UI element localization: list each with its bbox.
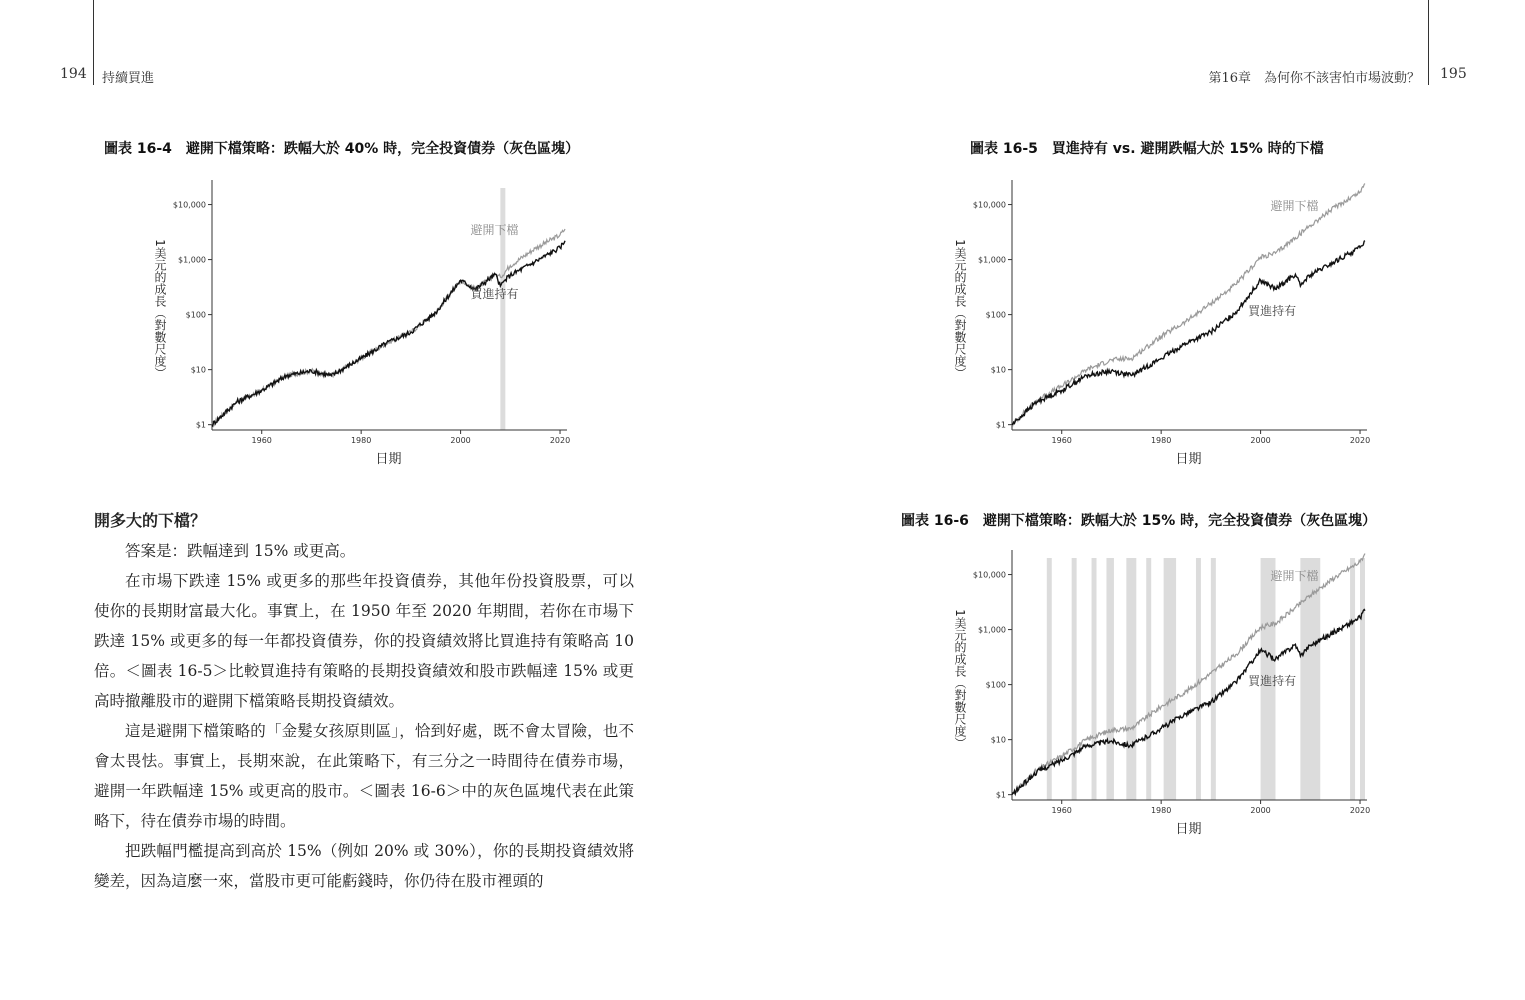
left-margin-rule bbox=[93, 0, 94, 85]
x-tick-label: 2000 bbox=[1250, 806, 1271, 815]
chart-16-6 bbox=[940, 540, 1380, 845]
figure-caption: 買進持有 vs. 避開跌幅大於 15% 時的下檔 bbox=[1051, 141, 1324, 157]
figure-caption: 避開下檔策略：跌幅大於 40% 時，完全投資債券（灰色區塊） bbox=[185, 141, 580, 157]
y-tick-label: $1,000 bbox=[178, 255, 206, 265]
y-tick-label: $100 bbox=[185, 310, 206, 320]
y-tick-label: $100 bbox=[985, 310, 1006, 320]
series-label: 避開下檔 bbox=[470, 223, 519, 237]
paragraph: 把跌幅門檻提高到高於 15%（例如 20% 或 30%），你的長期投資績效將變差，因為這麼一來，當股市更可能虧錢時，你仍待在股市裡頭的 bbox=[94, 842, 634, 890]
shaded-period bbox=[1072, 558, 1077, 800]
shaded-period bbox=[1164, 558, 1176, 800]
x-tick-label: 2020 bbox=[1349, 436, 1371, 445]
paragraph: 在市場下跌達 15% 或更多的那些年投資債券，其他年份投資股票，可以使你的長期財富最大化。事實上，在 1950 年至 2020 年期間，若你在市場下跌達 15% 或更多的每一年都投資債券，你的投資績效將比買進持有策略高 10 倍。＜圖表 16-5＞比較買進持有策略的長期投資績效和股市跌幅達 15% 或更高時撤離股市的避開下檔策略長期投資績效。 bbox=[94, 572, 634, 710]
y-tick-label: $1,000 bbox=[978, 255, 1006, 265]
figure-title-16-6 bbox=[901, 510, 1376, 530]
y-axis-label: 1美元的成長（對數尺度） bbox=[153, 239, 167, 379]
x-tick-label: 2000 bbox=[450, 436, 471, 445]
chart-16-4 bbox=[140, 170, 580, 475]
x-tick-label: 1980 bbox=[350, 436, 372, 445]
y-tick-label: $10,000 bbox=[172, 200, 206, 210]
shaded-period bbox=[1211, 558, 1216, 800]
y-tick-label: $1 bbox=[995, 420, 1006, 430]
y-tick-label: $10,000 bbox=[972, 570, 1006, 580]
series-label: 避開下檔 bbox=[1270, 569, 1319, 583]
y-axis-label: 1美元的成長（對數尺度） bbox=[953, 239, 967, 379]
x-tick-label: 1960 bbox=[251, 436, 272, 445]
shaded-period bbox=[1350, 558, 1355, 800]
shaded-period bbox=[1106, 558, 1113, 800]
series-line bbox=[212, 241, 565, 426]
figure-title-16-4 bbox=[104, 138, 579, 158]
series-line bbox=[212, 229, 565, 425]
x-tick-label: 2020 bbox=[1349, 806, 1371, 815]
y-tick-label: $10 bbox=[990, 735, 1006, 745]
series-label: 避開下檔 bbox=[1270, 199, 1319, 213]
right-running-header: 第16章 為何你不該害怕市場波動？ bbox=[1208, 71, 1420, 86]
y-tick-label: $1 bbox=[995, 790, 1006, 800]
right-margin-rule bbox=[1428, 0, 1429, 85]
figure-label: 圖表 16-5 bbox=[970, 141, 1038, 157]
series-label: 買進持有 bbox=[470, 287, 519, 301]
figure-caption: 避開下檔策略：跌幅大於 15% 時，完全投資債券（灰色區塊） bbox=[982, 513, 1377, 529]
left-page-number: 194 bbox=[60, 66, 87, 82]
y-tick-label: $1,000 bbox=[978, 625, 1006, 635]
y-tick-label: $10,000 bbox=[972, 200, 1006, 210]
shaded-period bbox=[1126, 558, 1136, 800]
shaded-period bbox=[1146, 558, 1151, 800]
left-running-header: 持續買進 bbox=[102, 71, 155, 86]
series-label: 買進持有 bbox=[1248, 304, 1297, 318]
section-heading: 開多大的下檔？ bbox=[94, 511, 207, 530]
shaded-period bbox=[1360, 558, 1365, 800]
chart-16-5 bbox=[940, 170, 1380, 475]
series-line bbox=[1012, 241, 1365, 425]
paragraph: 答案是：跌幅達到 15% 或更高。 bbox=[125, 542, 356, 560]
y-tick-label: $10 bbox=[190, 365, 206, 375]
x-tick-label: 1960 bbox=[1051, 806, 1072, 815]
y-axis-label: 1美元的成長（對數尺度） bbox=[953, 609, 967, 749]
figure-label: 圖表 16-6 bbox=[901, 513, 969, 529]
shaded-period bbox=[1092, 558, 1097, 800]
x-tick-label: 1960 bbox=[1051, 436, 1072, 445]
x-axis-label: 日期 bbox=[1175, 822, 1202, 837]
x-tick-label: 2000 bbox=[1250, 436, 1271, 445]
figure-title-16-5 bbox=[970, 138, 1324, 158]
paragraph: 這是避開下檔策略的「金髮女孩原則區」，恰到好處，既不會太冒險，也不會太畏怯。事實上，長期來說，在此策略下，有三分之一時間待在債券市場，避開一年跌幅達 15% 或更高的股市。＜圖表 16-6＞中的灰色區塊代表在此策略下，待在債券市場的時間。 bbox=[94, 722, 634, 830]
series-label: 買進持有 bbox=[1248, 674, 1297, 688]
x-tick-label: 1980 bbox=[1150, 806, 1172, 815]
y-tick-label: $1 bbox=[195, 420, 206, 430]
y-tick-label: $100 bbox=[985, 680, 1006, 690]
right-page-number: 195 bbox=[1440, 66, 1467, 82]
x-axis-label: 日期 bbox=[1175, 452, 1202, 467]
body-text bbox=[94, 506, 634, 896]
figure-label: 圖表 16-4 bbox=[104, 141, 172, 157]
x-axis-label: 日期 bbox=[375, 452, 402, 467]
x-tick-label: 2020 bbox=[549, 436, 571, 445]
y-tick-label: $10 bbox=[990, 365, 1006, 375]
x-tick-label: 1980 bbox=[1150, 436, 1172, 445]
